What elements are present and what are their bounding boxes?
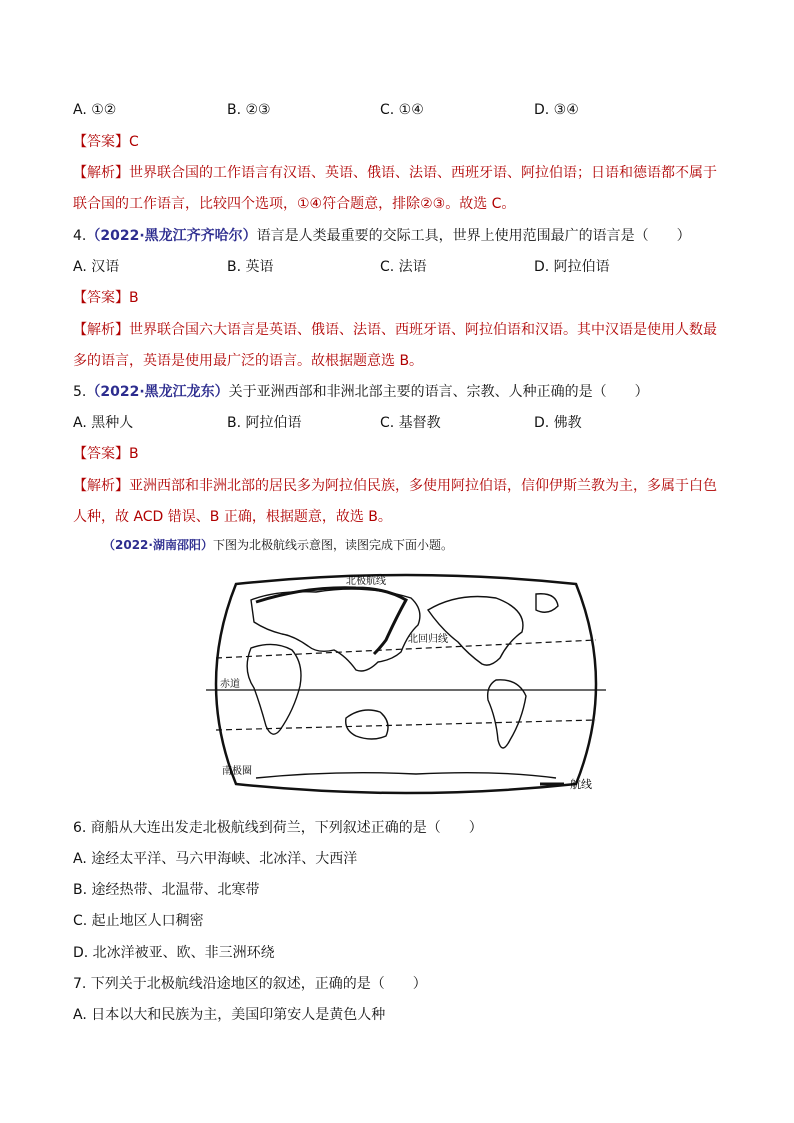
q3-answer (73, 132, 734, 152)
map-frame (216, 575, 596, 793)
intro-source: （2022·湖南邵阳） (103, 538, 213, 552)
question-source: （2022·黑龙江龙东） (86, 384, 229, 400)
q4-stem (73, 226, 734, 246)
q6-option-b: B. 途经热带、北温带、北寒带 (73, 882, 260, 898)
q4-answer (73, 288, 734, 308)
q4-option-b: B. 英语 (227, 259, 274, 275)
q5-answer (73, 444, 734, 464)
q7-option-a: A. 日本以大和民族为主，美国印第安人是黄色人种 (73, 1007, 386, 1023)
q6-option-a: A. 途经太平洋、马六甲海峡、北冰洋、大西洋 (73, 851, 358, 867)
question-text: 关于亚洲西部和非洲北部主要的语言、宗教、人种正确的是（ ） (228, 384, 649, 400)
q5-stem (73, 382, 734, 402)
world-map-figure (196, 570, 616, 798)
label-antarctic: 南极圈 (222, 766, 252, 777)
q5-option-a: A. 黑种人 (73, 415, 134, 431)
arctic-route-path (256, 588, 406, 654)
q5-option-d: D. 佛教 (534, 415, 582, 431)
q5-analysis-line2: 人种，故 ACD 错误、B 正确，根据题意，故选 B。 (73, 509, 392, 525)
answer-value: B (129, 446, 139, 462)
analysis-tag: 【解析】 (73, 322, 129, 338)
analysis-text: 世界联合国的工作语言有汉语、英语、俄语、法语、西班牙语、阿拉伯语；日语和德语都不属于 (129, 165, 717, 181)
q5-option-c: C. 基督教 (380, 415, 441, 431)
tropic-of-capricorn-line (216, 720, 596, 730)
analysis-text: 亚洲西部和非洲北部的居民多为阿拉伯民族，多使用阿拉伯语，信仰伊斯兰教为主，多属于白色 (129, 478, 717, 494)
q4-option-a: A. 汉语 (73, 259, 120, 275)
q3-option-a: A. ①② (73, 102, 117, 118)
answer-value: B (129, 290, 139, 306)
antarctica (256, 773, 556, 778)
answer-tag: 【答案】 (73, 290, 129, 306)
q5-analysis-line1 (73, 476, 734, 496)
q4-analysis-line2: 多的语言，英语是使用最广泛的语言。故根据题意选 B。 (73, 353, 424, 369)
tropic-of-cancer-line (216, 640, 596, 658)
eurasia (251, 589, 420, 671)
legend-label: 航线 (570, 778, 592, 791)
question-text: 语言是人类最重要的交际工具，世界上使用范围最广的语言是（ ） (256, 228, 691, 244)
label-arctic-route: 北极航线 (346, 576, 386, 587)
question-number: 5. (73, 384, 87, 400)
answer-tag: 【答案】 (73, 134, 129, 150)
label-equator: 赤道 (220, 679, 240, 690)
africa (247, 644, 301, 734)
q6-option-c: C. 起止地区人口稠密 (73, 913, 204, 929)
analysis-tag: 【解析】 (73, 478, 129, 494)
analysis-text: 世界联合国六大语言是英语、俄语、法语、西班牙语、阿拉伯语和汉语。其中汉语是使用人数最 (129, 322, 717, 338)
q3-option-c: C. ①④ (380, 102, 424, 118)
label-tropic: 北回归线 (408, 634, 448, 645)
map-intro (103, 536, 453, 554)
q6-stem: 6. 商船从大连出发走北极航线到荷兰，下列叙述正确的是（ ） (73, 820, 483, 836)
q3-option-b: B. ②③ (227, 102, 271, 118)
q3-option-d: D. ③④ (534, 102, 579, 118)
q6-option-d: D. 北冰洋被亚、欧、非三洲环绕 (73, 945, 275, 961)
q3-analysis-line2: 联合国的工作语言，比较四个选项，①④符合题意，排除②③。故选 C。 (73, 196, 516, 212)
greenland (536, 594, 558, 613)
q4-analysis-line1 (73, 320, 734, 340)
analysis-tag: 【解析】 (73, 165, 129, 181)
q4-option-d: D. 阿拉伯语 (534, 259, 610, 275)
continents (247, 589, 558, 778)
intro-text: 下图为北极航线示意图，读图完成下面小题。 (212, 538, 453, 552)
australia (346, 710, 388, 739)
question-number: 4. (73, 228, 87, 244)
q5-option-b: B. 阿拉伯语 (227, 415, 302, 431)
arctic-route-map (196, 570, 616, 798)
q3-analysis-line1 (73, 163, 734, 183)
answer-tag: 【答案】 (73, 446, 129, 462)
question-source: （2022·黑龙江齐齐哈尔） (86, 228, 257, 244)
q7-stem: 7. 下列关于北极航线沿途地区的叙述，正确的是（ ） (73, 976, 427, 992)
answer-value: C (129, 134, 139, 150)
q4-option-c: C. 法语 (380, 259, 427, 275)
north-america (428, 597, 523, 666)
